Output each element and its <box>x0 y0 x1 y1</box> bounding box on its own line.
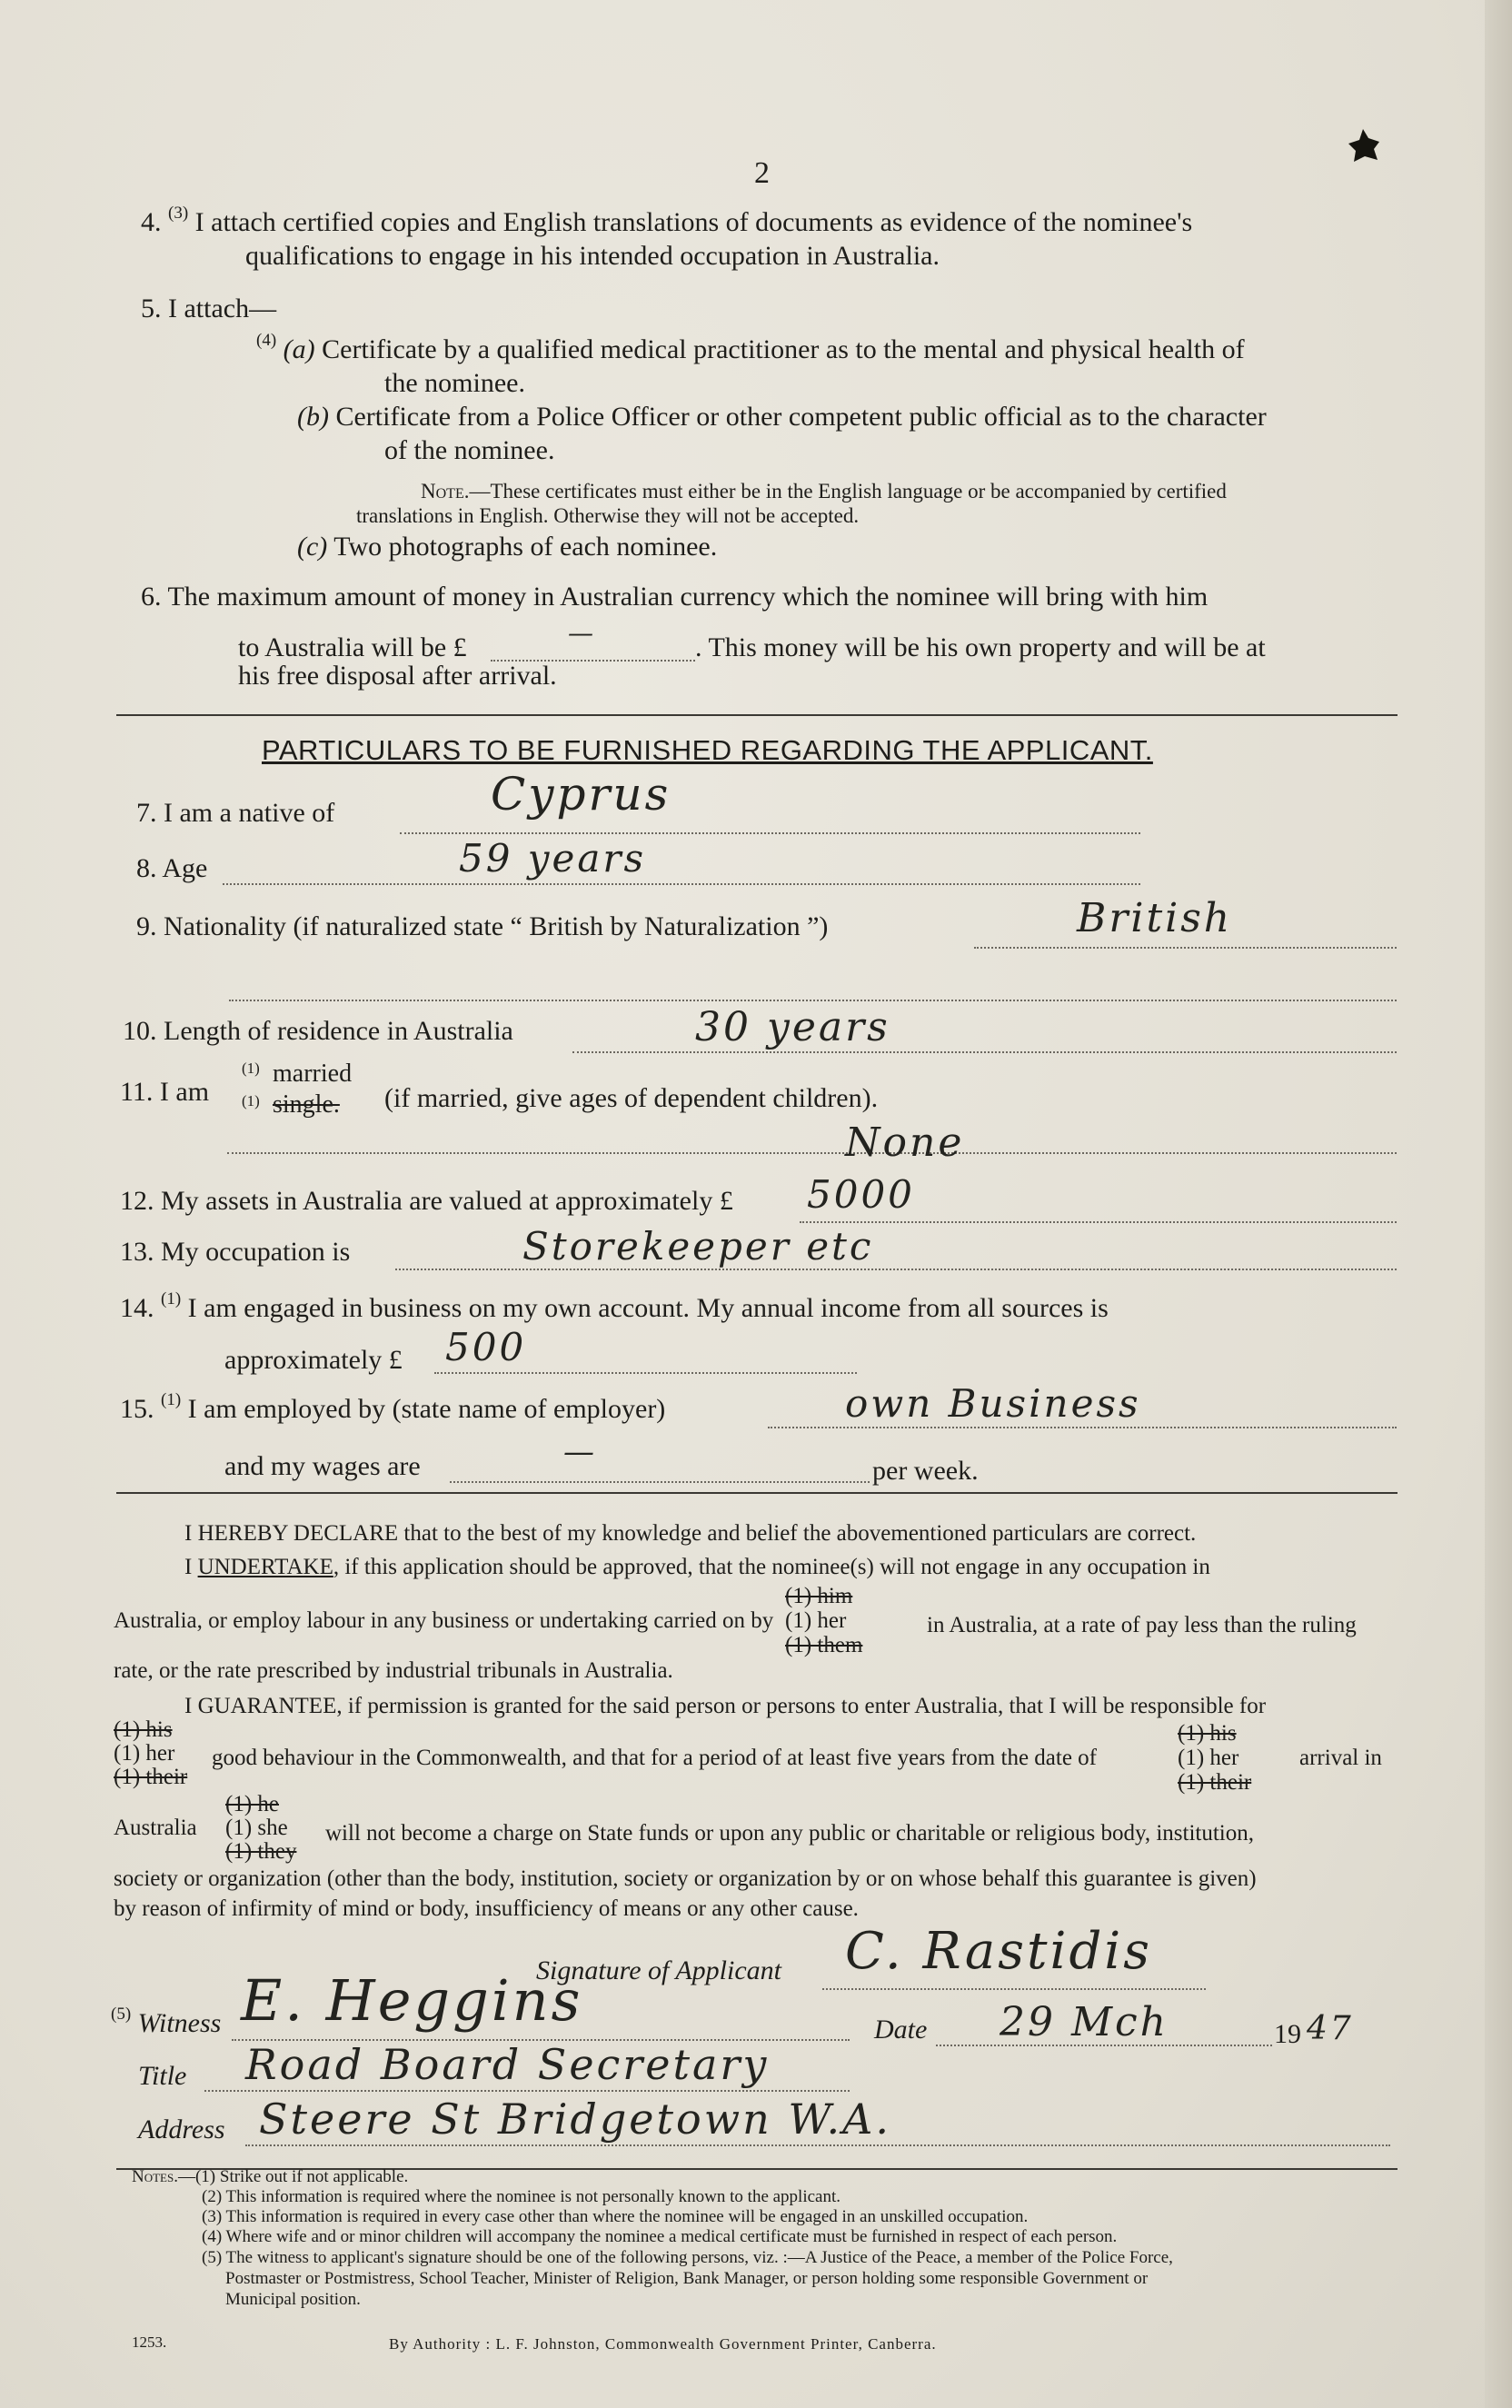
item-5a-line-1: $^{(4)}$ (a) Certificate by a qualified medical practitioner as to the mental and physical health of <box>256 331 1245 364</box>
item-6-line-2a: to Australia will be £ <box>238 632 467 662</box>
item-4-line-2: qualifications to engage in his intended occupation in Australia. <box>245 241 940 271</box>
declaration-p3-australia: Australia <box>114 1816 197 1840</box>
declaration-p3-line-4: society or organization (other than the body, institution, society or organization by or on whose behalf this guarantee is given) <box>114 1866 1257 1891</box>
year-suffix: 47 <box>1307 2010 1354 2047</box>
option-him: (1) him <box>785 1584 853 1608</box>
declaration-p3-line-1: I GUARANTEE, if permission is granted for the said person or persons to enter Australia, that I will be responsible for <box>184 1694 1267 1718</box>
field-9-line <box>974 947 1397 949</box>
ink-blot-icon <box>1343 125 1387 169</box>
option-his: (1) his <box>114 1717 173 1742</box>
declaration-p2-line-2b: in Australia, at a rate of pay less than the ruling <box>927 1613 1357 1637</box>
field-13-label: 13. My occupation is <box>120 1237 351 1267</box>
item-5-lead: 5. I attach— <box>141 294 277 323</box>
field-14-line-1: 14. $^{(1)}$ I am engaged in business on my own account. My annual income from all sources is <box>120 1289 1109 1323</box>
field-11-rest: (if married, give ages of dependent children). <box>384 1083 879 1113</box>
address-label: Address <box>138 2114 225 2144</box>
field-15-employer-line <box>768 1427 1397 1428</box>
declaration-p1: I HEREBY DECLARE that to the best of my knowledge and belief the abovementioned particulars are correct. <box>184 1521 1197 1546</box>
option-she: (1) she <box>225 1816 288 1840</box>
field-13-line <box>395 1269 1397 1270</box>
item-6-line-1: 6. The maximum amount of money in Australian currency which the nominee will bring with him <box>141 582 1209 612</box>
field-11-value: None <box>845 1119 965 1166</box>
address-line <box>245 2144 1390 2146</box>
date-label: Date <box>874 2015 928 2045</box>
declaration-p2-line-1: I UNDERTAKE, if this application should be approved, that the nominee(s) will not engage in any occupation in <box>184 1555 1210 1579</box>
note-5-line-2: Postmaster or Postmistress, School Teacher, Minister of Religion, Bank Manager, or person holding some responsible Government or <box>225 2269 1149 2288</box>
field-14-line-2: approximately £ <box>224 1345 403 1375</box>
note-1: Notes.—(1) Strike out if not applicable. <box>132 2167 409 2186</box>
option-her: (1) her <box>785 1608 847 1633</box>
field-15-line-2a: and my wages are <box>224 1451 421 1481</box>
title-label: Title <box>138 2061 187 2091</box>
field-11-line <box>227 1152 1397 1154</box>
field-9-value: British <box>1077 895 1233 941</box>
title-line <box>204 2090 850 2092</box>
option-her-3: (1) her <box>1178 1746 1239 1770</box>
declaration-p2-line-2a: Australia, or employ labour in any business or undertaking carried on by <box>114 1608 774 1633</box>
field-8-label: 8. Age <box>136 853 208 883</box>
field-14-value: 500 <box>445 1325 527 1369</box>
address-value: Steere St Bridgetown W.A. <box>259 2095 892 2144</box>
title-value: Road Board Secretary <box>245 2040 770 2089</box>
field-11-married: married <box>273 1060 353 1088</box>
option-his-2: (1) his <box>1178 1721 1237 1746</box>
field-12-value: 5000 <box>807 1172 915 1217</box>
field-7-line <box>400 832 1140 834</box>
field-15-value: own Business <box>845 1381 1141 1426</box>
note-4: (4) Where wife and or minor children will accompany the nominee a medical certificate must be furnished in respect of each person. <box>202 2227 1118 2246</box>
divider-1 <box>116 714 1398 716</box>
item-6-line-3: his free disposal after arrival. <box>238 661 557 691</box>
field-15-line-2b: per week. <box>872 1456 979 1486</box>
field-11-mark-2: (1) <box>242 1092 260 1109</box>
witness-label: $^{(5)}$ Witness <box>111 2005 222 2038</box>
item-5c: (c) Two photographs of each nominee. <box>297 532 718 562</box>
option-he: (1) he <box>225 1792 279 1816</box>
option-they: (1) they <box>225 1839 297 1864</box>
declaration-p3-line-5: by reason of infirmity of mind or body, insufficiency of means or any other cause. <box>114 1896 859 1921</box>
page-edge <box>1485 0 1512 2408</box>
declaration-p3-line-3b: will not become a charge on State funds or upon any public or charitable or religious body, institution, <box>325 1821 1254 1846</box>
declaration-p3-line-2b: arrival in <box>1299 1746 1382 1770</box>
field-15-wages: — <box>563 1434 597 1470</box>
field-11-mark-1: (1) <box>242 1060 260 1077</box>
field-10-line <box>572 1051 1397 1053</box>
field-12-label: 12. My assets in Australia are valued at approximately £ <box>120 1186 733 1216</box>
item-4-line-1: 4. $^{(3)}$ I attach certified copies and English translations of documents as evidence of the nominee's <box>141 204 1193 237</box>
option-her-2: (1) her <box>114 1741 175 1766</box>
field-10-label: 10. Length of residence in Australia <box>123 1016 513 1046</box>
item-6-amount-dash: — <box>568 618 596 648</box>
note-2: (2) This information is required where the nominee is not personally known to the applicant. <box>202 2187 841 2206</box>
page-number: 2 <box>754 156 770 190</box>
item-5-note-line-1: Note.—These certificates must either be in the English language or be accompanied by certified <box>421 480 1227 502</box>
note-5-line-1: (5) The witness to applicant's signature should be one of the following persons, viz. :—A Justice of the Peace, a member of the Police Force, <box>202 2248 1173 2267</box>
field-14-line <box>434 1372 857 1374</box>
signature-label: Signature of Applicant <box>536 1955 781 1985</box>
field-7-value: Cyprus <box>491 768 671 821</box>
field-15-wages-line <box>450 1481 870 1483</box>
item-6-line-2b: . This money will be his own property and will be at <box>695 632 1266 662</box>
witness-signature: E. Heggins <box>241 1967 583 2034</box>
option-them: (1) them <box>785 1633 863 1657</box>
item-5b-line-1: (b) Certificate from a Police Officer or other competent public official as to the character <box>297 402 1267 432</box>
field-13-value: Storekeeper etc <box>522 1224 874 1269</box>
applicant-signature: C. Rastidis <box>845 1922 1152 1981</box>
date-value: 29 Mch <box>1000 1999 1169 2045</box>
form-number: 1253. <box>132 2333 167 2351</box>
option-their-2: (1) their <box>1178 1770 1252 1795</box>
item-5a-line-2: the nominee. <box>384 368 525 398</box>
printer-authority: By Authority : L. F. Johnston, Commonwealth Government Printer, Canberra. <box>389 2335 937 2353</box>
declaration-p2-line-3: rate, or the rate prescribed by industrial tribunals in Australia. <box>114 1658 673 1683</box>
field-9-label: 9. Nationality (if naturalized state “ British by Naturalization ”) <box>136 911 829 941</box>
declaration-p3-line-2a: good behaviour in the Commonwealth, and that for a period of at least five years from the date of <box>212 1746 1097 1770</box>
field-11-single: single. <box>273 1090 340 1119</box>
option-their: (1) their <box>114 1765 188 1789</box>
note-3: (3) This information is required in every case other than where the nominee will be engaged in an unskilled occupation. <box>202 2207 1029 2226</box>
year-prefix: 19 <box>1274 2019 1301 2049</box>
signature-line <box>822 1988 1206 1990</box>
field-11-num: 11. I am <box>120 1077 210 1107</box>
field-8-value: 59 years <box>459 836 647 881</box>
field-10-value: 30 years <box>695 1004 890 1050</box>
item-5-note-line-2: translations in English. Otherwise they will not be accepted. <box>356 504 860 527</box>
field-7-label: 7. I am a native of <box>136 798 335 828</box>
divider-2 <box>116 1492 1398 1494</box>
applicant-section-heading: PARTICULARS TO BE FURNISHED REGARDING THE APPLICANT. <box>262 734 1153 766</box>
field-15-line-1: 15. $^{(1)}$ I am employed by (state name of employer) <box>120 1390 666 1424</box>
field-8-line <box>223 883 1140 885</box>
item-5b-line-2: of the nominee. <box>384 435 555 465</box>
note-5-line-3: Municipal position. <box>225 2290 361 2309</box>
field-12-line <box>800 1221 1397 1223</box>
field-9-line-2 <box>229 1000 1397 1001</box>
